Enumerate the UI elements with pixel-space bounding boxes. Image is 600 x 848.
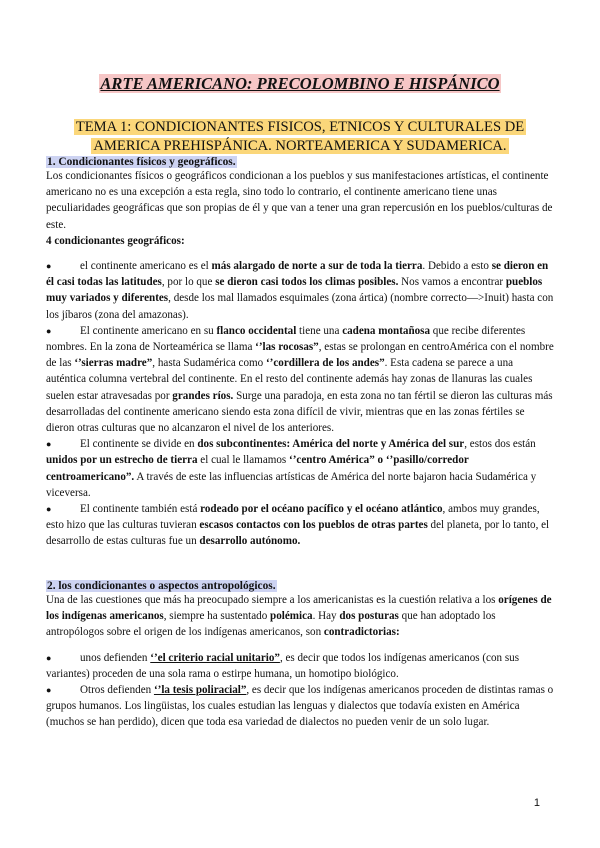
section-1-intro: Los condicionantes físicos o geográficos condicionan a los pueblos y sus manifestaciones artísticas, el continente americano no es una excepción a esta regla, sino todo lo contrario, el continente americano tiene unas peculiaridades geográficas que son propias de él y que van a tener una gran repercusión en los pueblos/culturas de este. — [46, 170, 553, 231]
bullet-item — [46, 650, 554, 682]
section-2 — [46, 580, 554, 731]
bold-text: ‘’centro América” o ‘’pasillo/corredor centroamericano”. — [46, 454, 469, 483]
text-run: Nos vamos a encontrar — [398, 276, 506, 289]
bold-text: flanco occidental — [216, 324, 297, 337]
text-run: . Debido a esto — [422, 260, 492, 273]
bold-text: ‘’cordillera de los andes” — [265, 357, 385, 370]
text-run: Una de las cuestiones que más ha preocupado siempre a los americanistas es la cuestión relativa a los — [46, 594, 499, 606]
text-run: que han adoptado los antropólogos sobre el origen de los indígenas americanos, son — [46, 610, 496, 639]
bullet-dot-icon: ● — [46, 325, 52, 336]
bullet-dot-icon: ● — [46, 685, 52, 696]
bold-text: ‘’sierras madre” — [74, 357, 153, 370]
bold-text: grandes ríos. — [172, 389, 234, 402]
bold-text: pueblos muy variados y diferentes — [46, 276, 543, 305]
document-title: ARTE AMERICANO: PRECOLOMBINO E HISPÁNICO — [100, 74, 500, 93]
bold-text: unidos por un estrecho de tierra — [46, 454, 198, 467]
bullet-dot-icon: ● — [46, 439, 52, 450]
bold-text: rodeado por el océano pacífico y el océano atlántico — [200, 503, 443, 516]
text-run: El continente americano en su — [80, 324, 217, 337]
bold-text: dos posturas — [339, 610, 399, 623]
text-run: Surge una paradoja, en esta zona no tan fértil se dieron las culturas más desarrolladas del continente americano siendo esta zona difícil de vivir, mientras que en las zonas fértiles se dieron otras culturas que no alcanzaron el nivel de los anteriores. — [46, 389, 553, 435]
bullet-dot-icon: ● — [46, 504, 52, 515]
bold-text: desarrollo autónomo. — [199, 535, 301, 548]
section-1-heading: 1. Condicionantes físicos y geográficos. — [47, 156, 236, 168]
bold-text: escasos contactos con los pueblos de otras partes — [199, 519, 428, 532]
bold-text: contradictorias: — [323, 626, 400, 639]
bold-text: más alargado de norte a sur de toda la tierra — [211, 260, 423, 273]
text-run: El continente también está — [80, 503, 201, 516]
section-1-bullet-list — [46, 258, 554, 550]
bold-text: ‘’el criterio racial unitario” — [150, 651, 280, 664]
text-run: El continente se divide en — [80, 438, 198, 451]
text-run: A través de este las influencias artísticas de América del norte bajaron hacia Sudamérica y viceversa. — [46, 470, 537, 499]
section-2-intro — [46, 592, 554, 641]
bold-text: se dieron en él casi todas las latitudes — [46, 260, 549, 289]
bullet-item — [46, 436, 554, 501]
bullet-dot-icon: ● — [46, 261, 52, 272]
text-run: que recibe diferentes nombres. En la zona de Norteamérica se llama — [46, 324, 526, 354]
section-2-heading: 2. los condicionantes o aspectos antropológicos. — [47, 580, 276, 592]
bullet-item — [46, 501, 554, 550]
text-run: tiene una — [296, 324, 343, 337]
bold-text: polémica — [270, 610, 313, 623]
text-run: , estos dos están — [464, 438, 536, 451]
text-run: , es decir que todos los indígenas americanos (con sus variantes) proceden de una sola rama o estirpe humana, un homotipo biológico. — [46, 651, 520, 680]
page-number: 1 — [533, 797, 540, 809]
bold-text: dos subcontinentes: América del norte y América del sur — [197, 438, 465, 451]
bold-text: se dieron casi todos los climas posibles. — [215, 276, 399, 289]
bullet-item — [46, 323, 554, 436]
text-run: , hasta Sudamérica como — [152, 357, 266, 370]
text-run: Otros defienden — [80, 684, 154, 697]
bold-text: ‘’la tesis poliracial” — [153, 684, 247, 697]
text-run: . Hay — [312, 610, 340, 623]
bold-text: cadena montañosa — [342, 324, 431, 337]
bold-text: ‘’las rocosas” — [255, 341, 319, 354]
text-run: el continente americano es el — [80, 260, 212, 273]
bullet-item — [46, 682, 554, 731]
section-1-subheading: 4 condicionantes geográficos: — [46, 234, 185, 247]
text-run: , desde los mal llamados esquimales (zona ártica) (nombre correcto—>Inuit) hasta con los jíbaros (zona del amazonas). — [46, 292, 554, 321]
tema-heading: TEMA 1: CONDICIONANTES FISICOS, ETNICOS Y CULTURALES DE AMERICA PREHISPÁNICA. NORTEAMERICA Y SUDAMERICA. — [75, 119, 525, 154]
bullet-dot-icon: ● — [46, 652, 52, 663]
text-run: . Esta cadena se parece a una auténtica columna vertebral del continente. En el resto del continente además hay zonas de llanuras las cuales suelen estar atravesadas por — [46, 357, 533, 402]
text-run: , por lo que — [161, 276, 216, 289]
bullet-item — [46, 258, 554, 323]
bold-text: orígenes de los indígenas americanos — [46, 594, 552, 623]
text-run: el cual le llamamos — [197, 454, 290, 467]
section-2-bullet-list — [46, 650, 554, 731]
text-run: unos defienden — [80, 651, 151, 664]
text-run: del planeta, por lo tanto, el desarrollo de estas culturas fue un — [46, 519, 550, 548]
text-run: , siempre ha sustentado — [163, 610, 271, 623]
text-run: , ambos muy grandes, esto hizo que las culturas tuvieran — [46, 503, 540, 532]
text-run: , estas se prolongan en centroAmérica con el nombre de las — [46, 341, 554, 370]
text-run: , es decir que los indígenas americanos proceden de distintas ramas o grupos humanos. Los lingüistas, los cuales estudian las lenguas y dialectos que todavía existen en América (muchos se han perdido), dicen que toda esa variedad de dialectos no pueden venir de un solo lugar. — [46, 684, 554, 729]
section-1 — [46, 156, 554, 550]
